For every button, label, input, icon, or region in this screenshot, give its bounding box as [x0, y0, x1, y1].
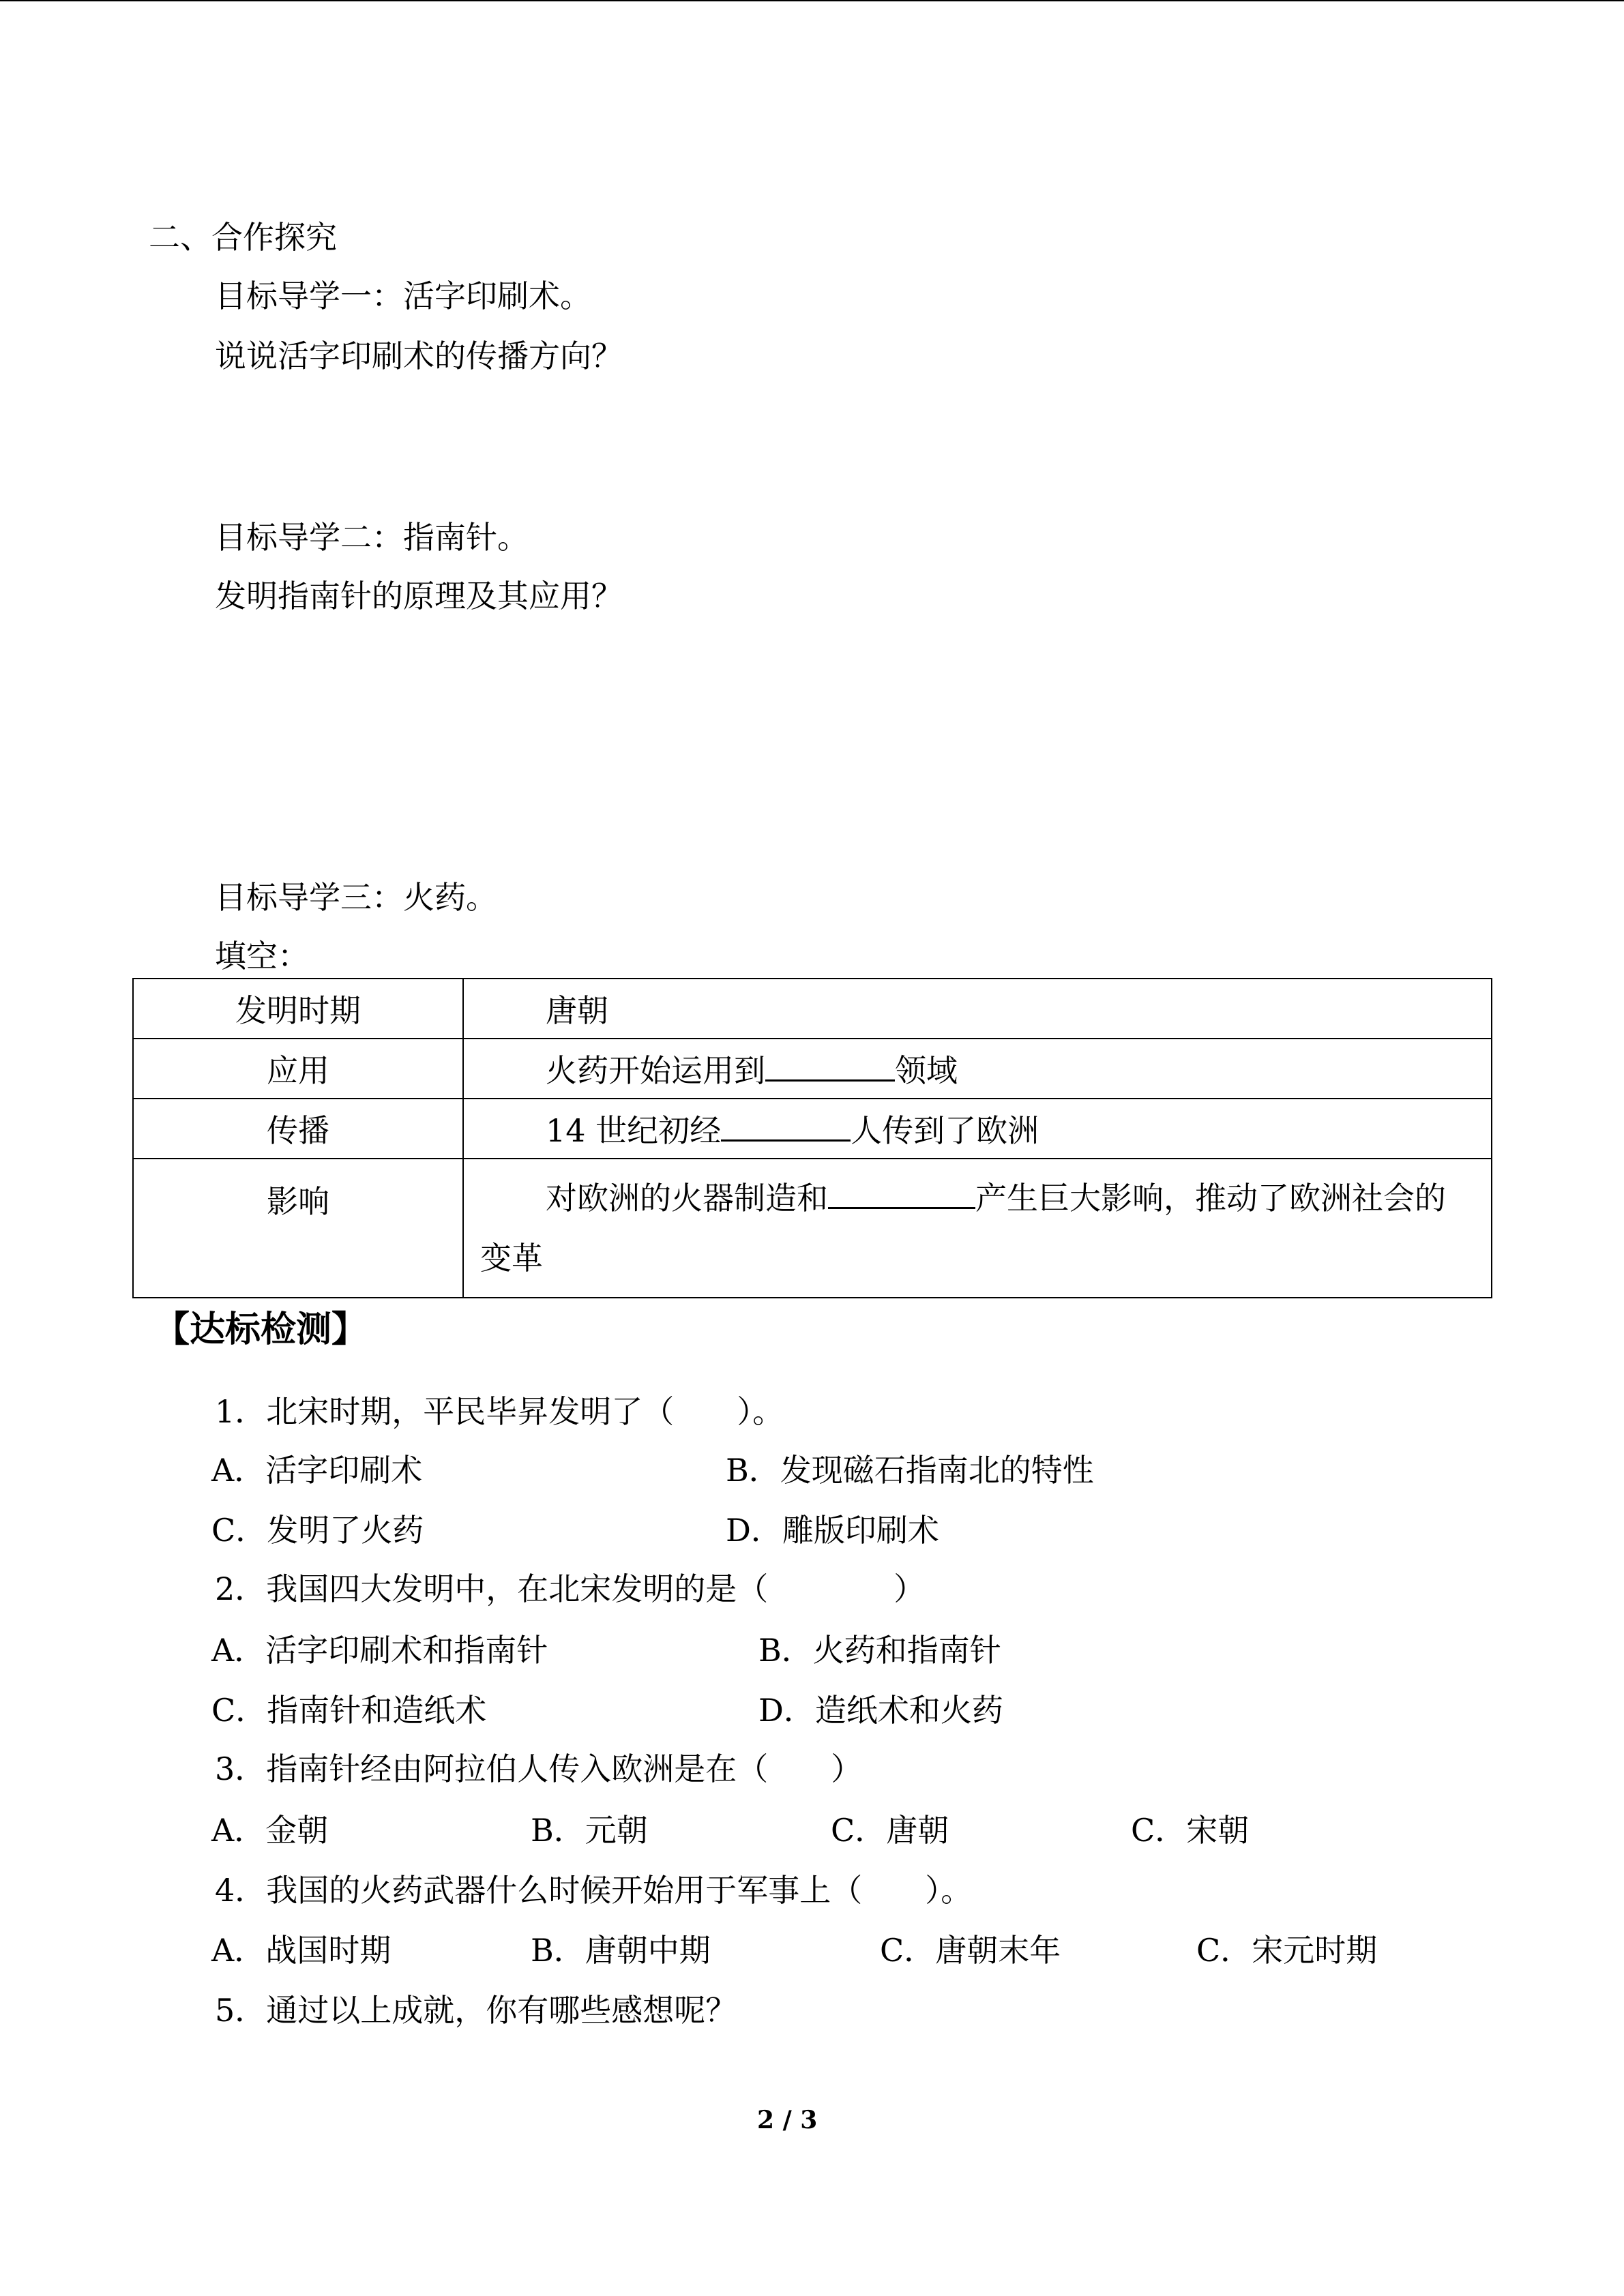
goal2-question: 发明指南针的原理及其应用？ [215, 578, 623, 614]
q3-option-c: C．唐朝 [831, 1812, 949, 1849]
q2-option-c: C．指南针和造纸术 [211, 1692, 487, 1729]
q1-option-d: D．雕版印刷术 [726, 1512, 939, 1549]
question-3: 3．指南针经由阿拉伯人传入欧洲是在（ ） [215, 1750, 863, 1787]
q4-option-b: B．唐朝中期 [531, 1932, 711, 1969]
cell-text: 火药开始运用到 [546, 1052, 765, 1089]
question-5: 5．通过以上成就，你有哪些感想呢？ [215, 1992, 737, 2029]
cell-text: 对欧洲的火器制造和 [546, 1180, 828, 1217]
cell-text: 唐朝 [546, 992, 608, 1029]
q2-option-a: A．活字印刷术和指南针 [211, 1632, 548, 1669]
fill-in-table [132, 978, 1492, 1298]
q1-option-b: B．发现磁石指南北的特性 [726, 1452, 1094, 1489]
row-label: 传播 [133, 1099, 463, 1159]
q1-option-c: C．发明了火药 [211, 1512, 424, 1549]
q4-option-d: C．宋元时期 [1196, 1932, 1378, 1969]
question-4: 4．我国的火药武器什么时候开始用于军事上（ ）。 [215, 1872, 973, 1909]
goal2-title: 目标导学二：指南针。 [215, 519, 529, 556]
answer-blank[interactable] [828, 1176, 975, 1209]
table-row [133, 979, 1492, 1039]
cell-text: 产生巨大影响，推动了欧洲社会的 [975, 1180, 1446, 1217]
page-number: 2 / 3 [757, 2106, 818, 2134]
q4-option-c: C．唐朝末年 [880, 1932, 1061, 1969]
q2-option-b: B．火药和指南针 [758, 1632, 1001, 1669]
quiz-title: 【达标检测】 [154, 1309, 368, 1350]
row-content [463, 979, 1492, 1039]
q1-option-a: A．活字印刷术 [211, 1452, 423, 1489]
q4-option-a: A．战国时期 [211, 1932, 392, 1969]
q3-option-b: B．元朝 [531, 1812, 648, 1849]
goal1-title: 目标导学一：活字印刷术。 [215, 278, 591, 314]
q2-option-d: D．造纸术和火药 [758, 1692, 1003, 1729]
table-row [133, 1159, 1492, 1298]
fill-label: 填空： [215, 938, 309, 974]
cell-text: 14 世纪初经 [546, 1112, 722, 1149]
answer-blank[interactable] [765, 1048, 895, 1082]
row-label: 影响 [133, 1159, 463, 1298]
row-content [463, 1159, 1492, 1298]
section-heading: 二、合作探究 [149, 219, 337, 256]
table-row [133, 1099, 1492, 1159]
q3-option-d: C．宋朝 [1131, 1812, 1250, 1849]
goal3-title: 目标导学三：火药。 [215, 879, 497, 916]
row-content [463, 1099, 1492, 1159]
row-content [463, 1039, 1492, 1099]
question-2: 2．我国四大发明中，在北宋发明的是（ ） [215, 1570, 926, 1607]
goal1-question: 说说活字印刷术的传播方向？ [215, 338, 623, 374]
cell-text: 变革 [480, 1240, 543, 1277]
q3-option-a: A．金朝 [211, 1812, 329, 1849]
cell-text: 领域 [895, 1052, 958, 1089]
cell-text: 人传到了欧洲 [851, 1112, 1039, 1149]
row-label: 发明时期 [133, 979, 463, 1039]
answer-blank[interactable] [721, 1108, 851, 1142]
table-row [133, 1039, 1492, 1099]
question-1: 1．北宋时期，平民毕昇发明了（ ）。 [215, 1393, 784, 1430]
row-label: 应用 [133, 1039, 463, 1099]
